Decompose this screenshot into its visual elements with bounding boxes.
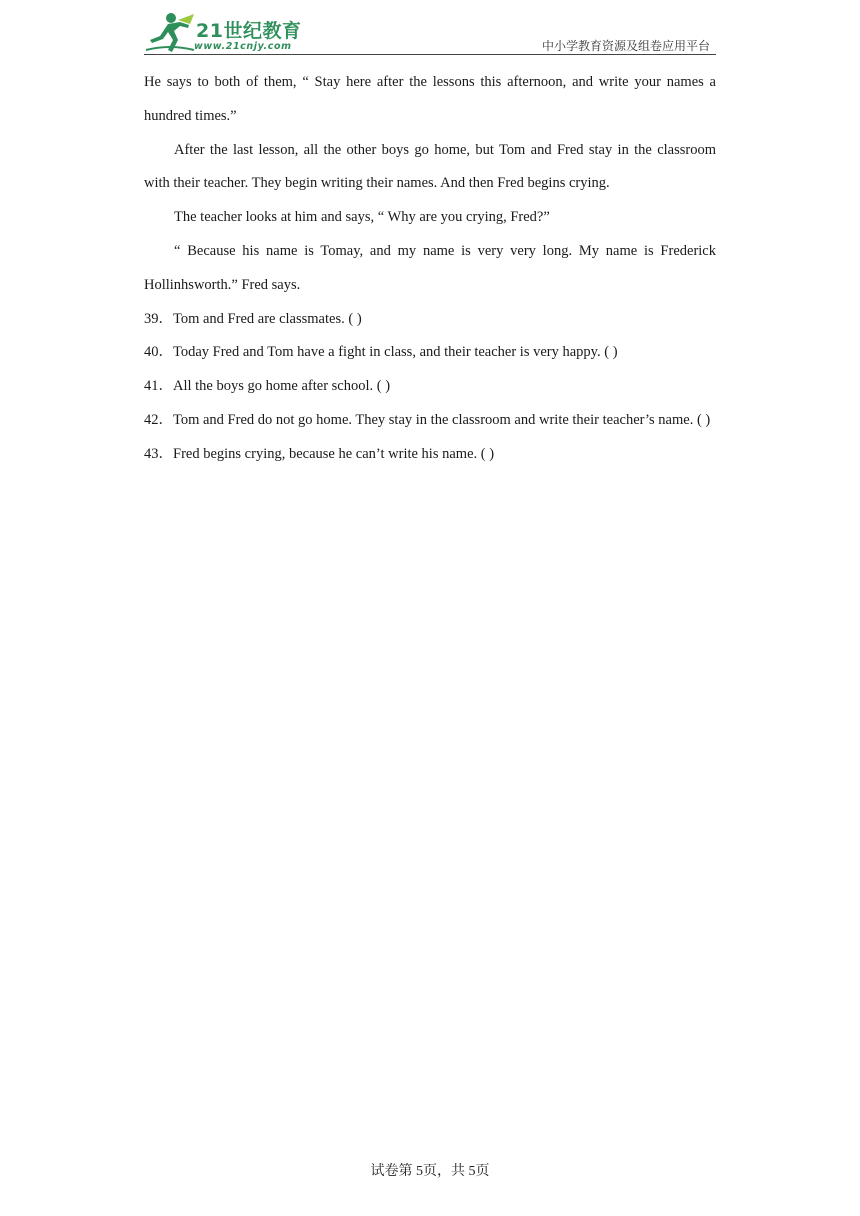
logo-url: www.21cnjy.com [194, 41, 292, 52]
question-43 [144, 438, 716, 472]
platform-tagline: 中小学教育资源及组卷应用平台 [541, 39, 710, 53]
answer-blank[interactable]: ( ) [604, 344, 618, 361]
answer-blank[interactable]: ( ) [376, 378, 391, 395]
answer-blank[interactable]: ( ) [348, 310, 362, 327]
answer-blank[interactable]: ( ) [480, 445, 495, 462]
question-number: 39． [144, 310, 173, 327]
question-number: 42． [144, 411, 173, 428]
question-number: 43． [144, 445, 173, 462]
question-40 [144, 336, 716, 370]
header-divider [144, 54, 716, 55]
question-text: All the boys go home after school. [173, 378, 374, 395]
passage-paragraph: The teacher looks at him and says, “ Why are you crying, Fred?” [174, 209, 550, 226]
passage-paragraph: He says to both of them, “ Stay here after the lessons this afternoon, and write your names a hundred times.” [144, 74, 716, 124]
question-text: Tom and Fred are classmates. [173, 310, 345, 327]
page-header [144, 8, 716, 56]
runner-logo-icon [144, 10, 200, 54]
passage-paragraph: After the last lesson, all the other boys go home, but Tom and Fred stay in the classroom with their teacher. They begin writing their names. And then Fred begins crying. [144, 141, 716, 192]
logo-text: 21世纪教育 [196, 20, 302, 42]
question-42 [144, 404, 716, 438]
page-footer: 试卷第 5页，共 5页 [370, 1164, 490, 1179]
question-text: Tom and Fred do not go home. They stay in the classroom and write their teacher’s name. [173, 411, 694, 428]
question-text: Fred begins crying, because he can’t write his name. [173, 445, 478, 462]
question-number: 41． [144, 378, 173, 395]
passage-paragraph: “ Because his name is Tomay, and my name is very very long. My name is Frederick Hollinhsworth.” Fred says. [144, 242, 716, 293]
question-41 [144, 370, 716, 404]
question-number: 40． [144, 344, 173, 361]
document-body [144, 66, 716, 472]
question-text: Today Fred and Tom have a fight in class, and their teacher is very happy. [173, 344, 601, 361]
site-logo [144, 10, 314, 54]
answer-blank[interactable]: ( ) [696, 411, 711, 428]
question-39 [144, 303, 716, 337]
